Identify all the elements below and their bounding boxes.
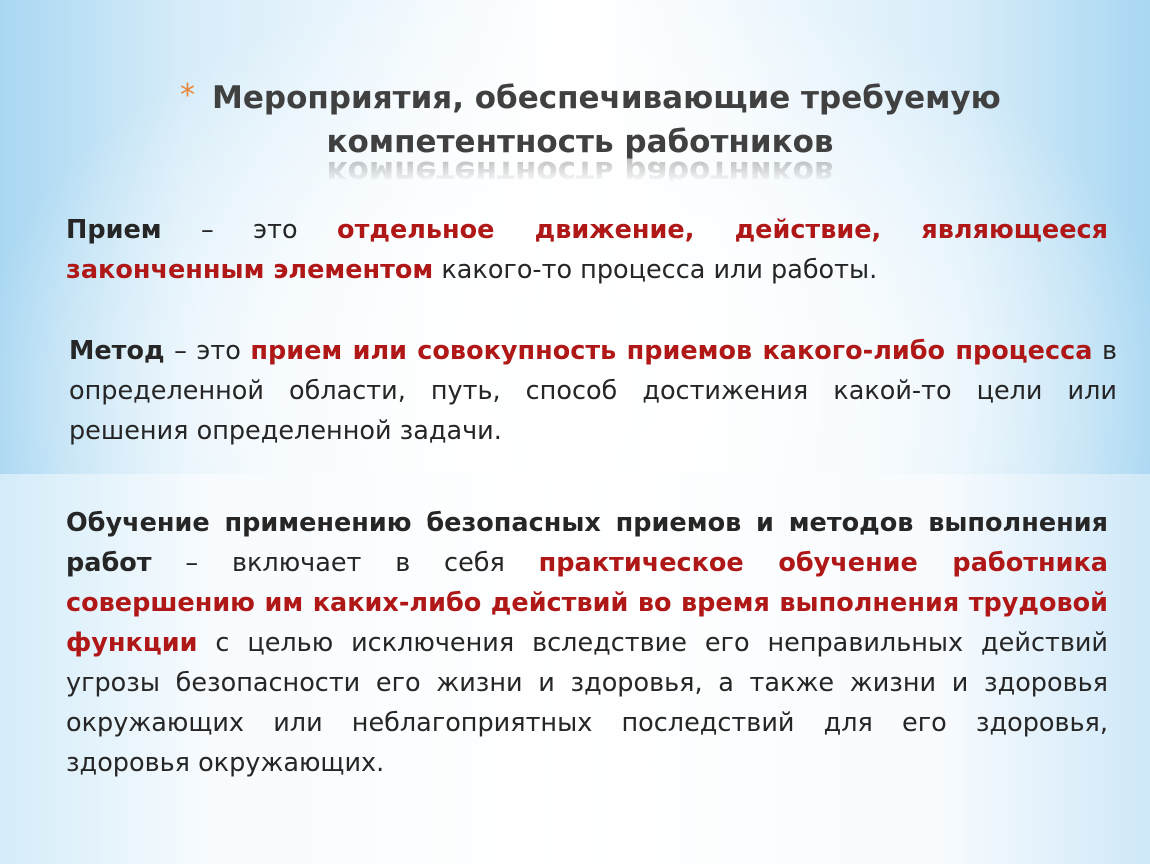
term-metod: Метод — [69, 336, 165, 366]
definition-obuchenie — [66, 503, 1108, 783]
term-obuchenie: Обучение применению безопасных приемов и методов выполнения работ — [66, 508, 1108, 578]
definition-priem — [66, 210, 1108, 290]
dash-metod: – это — [164, 336, 251, 366]
title-bullet-icon: * — [180, 78, 195, 113]
highlight-priem: отдельное движение, действие, являющееся законченным элементом — [66, 215, 1108, 285]
highlight-obuchenie: практическое обучение работника совершению им каких-либо действий во время выполнения трудовой функции — [66, 548, 1108, 658]
rest-metod: в определенной области, путь, способ достижения какой-то цели или решения определенной задачи. — [69, 336, 1117, 446]
term-priem: Прием — [66, 215, 162, 245]
rest-priem: какого-то процесса или работы. — [433, 255, 878, 285]
definition-metod — [69, 331, 1117, 451]
dash-priem: – это — [161, 215, 338, 245]
dash-obuchenie: – включает в себя — [151, 548, 539, 578]
title-line-2: компетентность работников — [326, 124, 834, 160]
rest-obuchenie: с целью исключения вследствие его неправильных действий угрозы безопасности его жизни и здоровья, а также жизни и здоровья окружающих или неблагоприятных последствий для его здоровья, здоровья окружающих. — [66, 628, 1108, 778]
title-line-1: Мероприятия, обеспечивающие требуемую — [212, 80, 1001, 116]
slide-title — [180, 76, 1001, 164]
highlight-metod: прием или совокупность приемов какого-либо процесса — [250, 336, 1093, 366]
